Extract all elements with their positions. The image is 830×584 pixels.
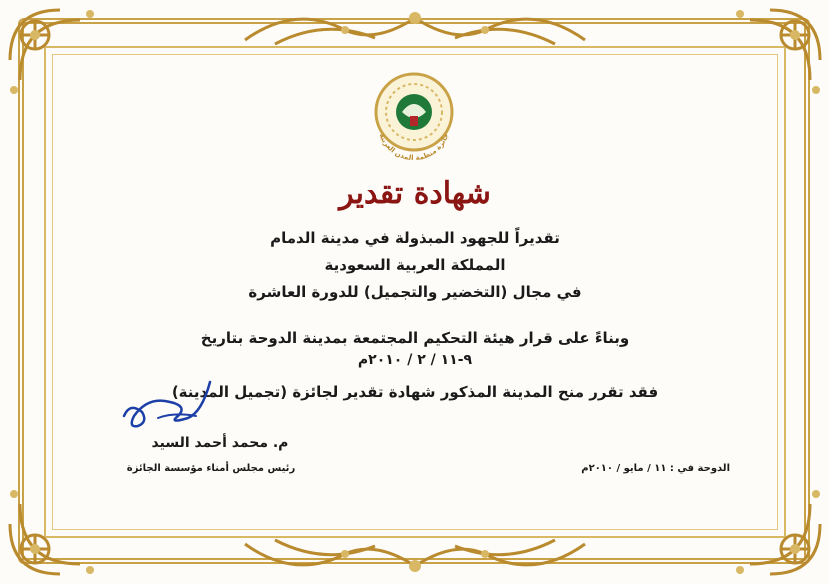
body-line-6: فقد تقرر منح المدينة المذكور شهادة تقدير لجائزة (تجميل المدينة) [171,383,659,401]
corner-ornament-bottom-right [710,464,830,584]
body-line-3: في مجال (التخضير والتجميل) للدورة العاشرة [248,283,582,301]
top-center-ornament [235,4,595,50]
corner-ornament-bottom-left [0,464,120,584]
corner-ornament-top-right [710,0,830,120]
body-line-1: تقديراً للجهود المبذولة في مدينة الدمام [270,229,560,247]
handwritten-signature [118,372,214,436]
signatory-title: رئيس مجلس أمناء مؤسسة الجائزة [126,463,296,474]
certificate-title: شهادة تقدير [339,176,491,211]
seal-text: جائزة منظمة المدن العربية [377,132,451,163]
body-line-2: المملكة العربية السعودية [324,256,506,274]
body-line-5-date: ٩-١١ / ٢ / ٢٠١٠م [357,352,473,368]
body-line-4: وبناءً على قرار هيئة التحكيم المجتمعة بمدينة الدوحة بتاريخ [200,329,630,347]
corner-ornament-top-left [0,0,120,120]
bottom-center-ornament [235,534,595,580]
issue-date: الدوحة في : ١١ / مايو / ٢٠١٠م [581,463,730,474]
signatory-name: م. محمد أحمد السيد [151,435,289,451]
award-seal-logo [364,66,464,166]
